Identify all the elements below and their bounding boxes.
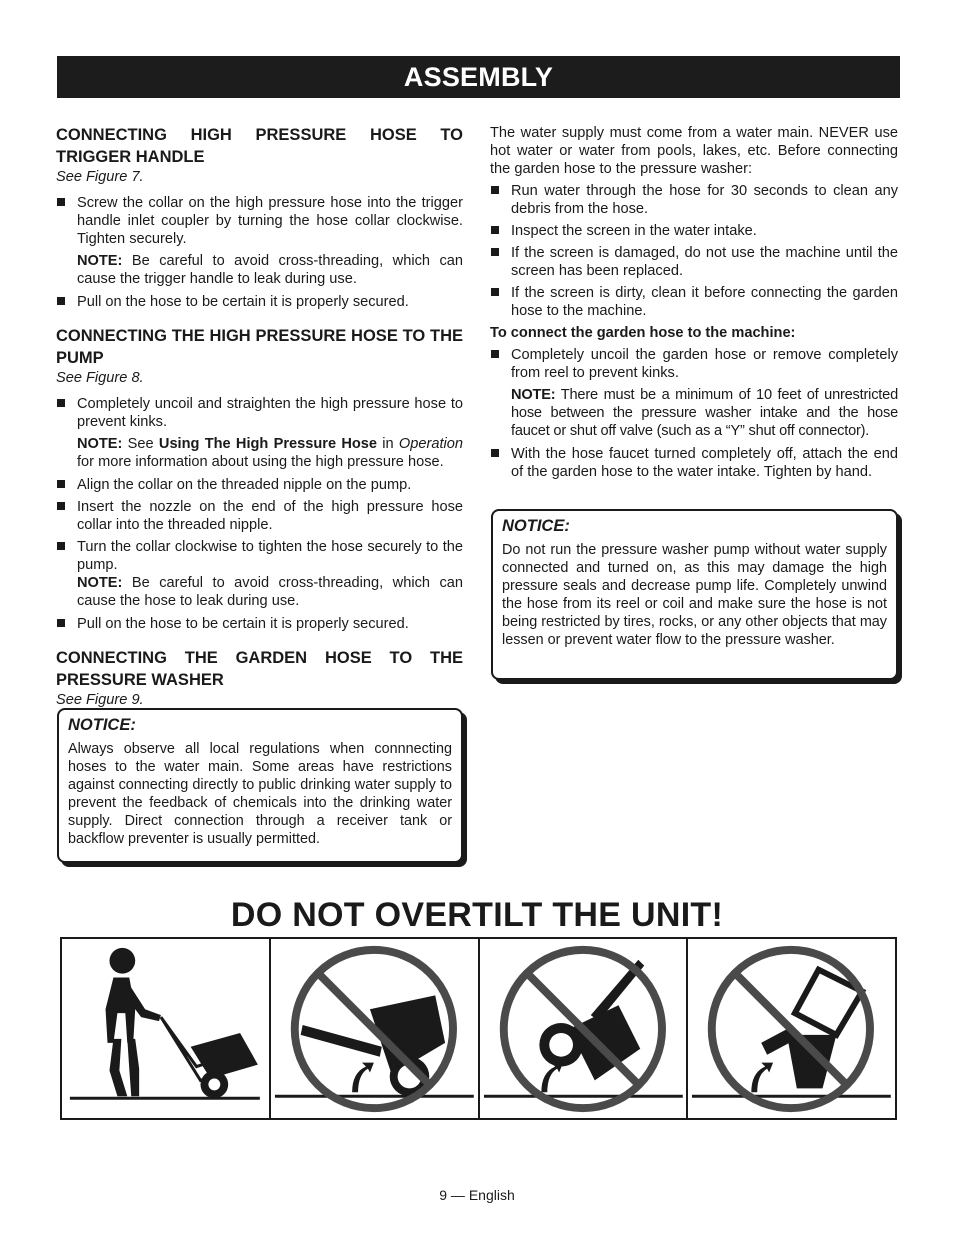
right-column xyxy=(490,124,898,485)
bullet-item: With the hose faucet turned completely off, attach the end of the garden hose to the water intake. Tighten by hand. xyxy=(490,445,898,481)
note-text: for more information about using the high pressure hose. xyxy=(77,454,444,470)
prohibited-tilt-icon xyxy=(688,939,895,1118)
panel-correct-tilt xyxy=(62,939,271,1118)
section-hose-to-pump xyxy=(56,325,463,633)
panel-overtilt-3 xyxy=(688,939,895,1118)
person-pulling-cart-icon xyxy=(62,939,269,1118)
notice-box-pump xyxy=(491,509,898,680)
note-label: NOTE: xyxy=(77,575,123,591)
section-garden-hose xyxy=(56,647,463,709)
bullet-item: Run water through the hose for 30 seconds to clean any debris from the hose. xyxy=(490,182,898,218)
note xyxy=(56,435,463,471)
note xyxy=(490,386,898,440)
overtilt-illustration-strip xyxy=(60,937,897,1120)
overtilt-warning-title: DO NOT OVERTILT THE UNIT! xyxy=(230,896,724,934)
subheading-connect-garden-hose: To connect the garden hose to the machine: xyxy=(490,325,796,341)
section-header xyxy=(57,56,900,98)
notice-title: NOTICE: xyxy=(502,517,570,535)
note-text: Be careful to avoid cross-threading, which can cause the trigger handle to leak during use. xyxy=(77,253,463,287)
notice-box-regulations xyxy=(57,708,463,863)
notice-body: Do not run the pressure washer pump without water supply connected and turned on, as this may damage the high pressure seals and decrease pump life. Completely unwind the hose from its reel or coil and make sure the hose is not being restricted by tires, rocks, or any other objects that may lessen or prevent water flow to the pressure washer. xyxy=(502,542,887,648)
note-text: See xyxy=(122,436,159,452)
heading-hose-to-trigger: CONNECTING HIGH PRESSURE HOSE TO TRIGGER HANDLE xyxy=(56,126,463,166)
bullet-item: Completely uncoil the garden hose or remove completely from reel to prevent kinks. xyxy=(490,346,898,382)
left-column xyxy=(56,124,463,717)
bullet-item: If the screen is dirty, clean it before connecting the garden hose to the machine. xyxy=(490,284,898,320)
note-reference: Using The High Pressure Hose xyxy=(158,436,378,452)
see-figure-7: See Figure 7. xyxy=(56,169,144,185)
heading-garden-hose: CONNECTING THE GARDEN HOSE TO THE PRESSURE WASHER xyxy=(56,649,463,689)
note xyxy=(56,252,463,288)
note-label: NOTE: xyxy=(511,387,556,403)
heading-hose-to-pump: CONNECTING THE HIGH PRESSURE HOSE TO THE PUMP xyxy=(56,327,463,367)
bullet-item: Align the collar on the threaded nipple on the pump. xyxy=(56,476,463,494)
note-label: NOTE: xyxy=(77,253,123,269)
note-reference-section: Operation xyxy=(398,436,464,452)
notice-body: Always observe all local regulations when connnecting hoses to the water main. Some areas have restrictions against connecting directly to public drinking water supply to prevent the feedback of chemicals into the drinking water supply. Direct connection through a receiver tank or backflow preventer is usually permitted. xyxy=(68,741,452,847)
bullet-item: Insert the nozzle on the end of the high pressure hose collar into the threaded nipple. xyxy=(56,498,463,534)
bullet-item: Pull on the hose to be certain it is properly secured. xyxy=(56,615,463,633)
bullet-item: Turn the collar clockwise to tighten the hose securely to the pump. xyxy=(56,538,463,574)
bullet-item: If the screen is damaged, do not use the machine until the screen has been replaced. xyxy=(490,244,898,280)
panel-overtilt-2 xyxy=(480,939,689,1118)
notice-title: NOTICE: xyxy=(68,716,136,734)
see-figure-9: See Figure 9. xyxy=(56,692,144,708)
bullet-item: Screw the collar on the high pressure hose into the trigger handle inlet coupler by turning the hose collar clockwise. Tighten securely. xyxy=(56,194,463,248)
water-supply-intro: The water supply must come from a water main. NEVER use hot water or water from pools, lakes, etc. Before connecting the garden hose to the pressure washer: xyxy=(490,125,898,177)
note xyxy=(56,574,463,610)
bullet-item: Inspect the screen in the water intake. xyxy=(490,222,898,240)
section-title: ASSEMBLY xyxy=(403,61,554,92)
note-label: NOTE: xyxy=(77,436,123,452)
prohibited-tilt-icon xyxy=(271,939,478,1118)
bullet-item: Completely uncoil and straighten the high pressure hose to prevent kinks. xyxy=(56,395,463,431)
prohibited-tilt-icon xyxy=(480,939,687,1118)
panel-overtilt-1 xyxy=(271,939,480,1118)
note-text: in xyxy=(377,436,399,452)
bullet-item: Pull on the hose to be certain it is properly secured. xyxy=(56,293,463,311)
page-footer: 9 — English xyxy=(439,1187,515,1203)
note-text: There must be a minimum of 10 feet of unrestricted hose between the pressure washer intake and the hose faucet or shut off valve (such as a “Y” shut off connector). xyxy=(511,387,898,439)
note-text: Be careful to avoid cross-threading, which can cause the hose to leak during use. xyxy=(77,575,463,609)
see-figure-8: See Figure 8. xyxy=(56,370,144,386)
